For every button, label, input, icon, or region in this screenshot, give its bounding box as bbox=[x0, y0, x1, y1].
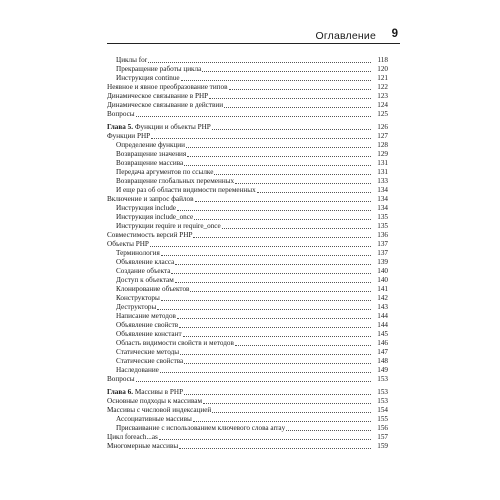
toc-entry-title bbox=[116, 321, 178, 330]
toc-entry-text: Статические методы bbox=[116, 348, 180, 356]
toc-page-number: 131 bbox=[377, 159, 388, 167]
toc-entry-text: Объявление класса bbox=[116, 258, 175, 266]
toc-entry-title bbox=[116, 285, 189, 294]
toc-page-number: 126 bbox=[377, 123, 388, 131]
toc-entry-title bbox=[116, 339, 234, 348]
toc-entry-text: Инструкция include bbox=[116, 204, 176, 212]
toc-entry-text: Конструкторы bbox=[116, 294, 160, 302]
toc-row bbox=[107, 186, 388, 195]
dot-leader bbox=[203, 403, 371, 404]
toc-entry-text: Объявление свойств bbox=[116, 321, 179, 329]
toc-page-number: 137 bbox=[377, 240, 388, 248]
toc-entry-text: Инструкции require и require_once bbox=[116, 222, 221, 230]
toc-page-number: 134 bbox=[377, 186, 388, 194]
toc-entry-title bbox=[107, 375, 135, 384]
toc-entry-title bbox=[116, 177, 234, 186]
toc-entry-title bbox=[116, 65, 201, 74]
section-title: Оглавление bbox=[315, 30, 376, 42]
toc-entry-text: Динамическое связывание в действии bbox=[107, 101, 224, 109]
toc-entry-title bbox=[107, 231, 192, 240]
toc-row bbox=[107, 415, 388, 424]
toc-row bbox=[107, 92, 388, 101]
toc-page-number: 159 bbox=[377, 442, 388, 450]
toc-row bbox=[107, 213, 388, 222]
toc-entry-text: Функции и объекты PHP bbox=[133, 123, 211, 131]
toc-entry-title bbox=[116, 186, 256, 195]
dot-leader bbox=[177, 318, 371, 319]
toc-row bbox=[107, 366, 388, 375]
running-head bbox=[0, 0, 500, 40]
toc-page-number: 127 bbox=[377, 132, 388, 140]
toc-row bbox=[107, 357, 388, 366]
toc-entry-title bbox=[116, 276, 174, 285]
dot-leader bbox=[171, 273, 371, 274]
toc-entry-title bbox=[107, 195, 194, 204]
toc-entry-text: Объявление констант bbox=[116, 330, 182, 338]
toc-row bbox=[107, 312, 388, 321]
toc-entry-text: Неявное и явное преобразование типов bbox=[107, 83, 228, 91]
toc-page-number: 148 bbox=[377, 357, 388, 365]
toc-entry-text: Динамическое связывание в PHP bbox=[107, 92, 209, 100]
toc-entry-title bbox=[107, 101, 223, 110]
toc-entry-title bbox=[116, 267, 170, 276]
toc-entry-title bbox=[116, 348, 179, 357]
toc-row bbox=[107, 442, 388, 451]
toc-entry-text: Циклы for bbox=[116, 56, 148, 64]
chapter-number: Глава 5. bbox=[107, 123, 134, 131]
toc-page-number: 140 bbox=[377, 276, 388, 284]
toc-page-number: 129 bbox=[377, 150, 388, 158]
toc-entry-title bbox=[116, 213, 193, 222]
toc-entry-text: Основные подходы к массивам bbox=[107, 397, 202, 405]
toc-row bbox=[107, 406, 388, 415]
toc-page-number: 121 bbox=[377, 74, 388, 82]
toc-page-number: 137 bbox=[377, 249, 388, 257]
dot-leader bbox=[229, 89, 371, 90]
dot-leader bbox=[286, 430, 371, 431]
toc-page-number: 122 bbox=[377, 83, 388, 91]
toc-row bbox=[107, 285, 388, 294]
toc-row bbox=[107, 433, 388, 442]
toc-entry-title bbox=[116, 303, 156, 312]
toc-entry-text: Создание объекта bbox=[116, 267, 171, 275]
toc-row bbox=[107, 249, 388, 258]
toc-entry-title bbox=[107, 92, 208, 101]
toc-page-number: 139 bbox=[377, 258, 388, 266]
toc-page-number: 133 bbox=[377, 177, 388, 185]
toc-entry-text: Написание методов bbox=[116, 312, 176, 320]
toc-entry-title bbox=[116, 330, 182, 339]
toc-row bbox=[107, 101, 388, 110]
dot-leader bbox=[193, 237, 371, 238]
dot-leader bbox=[150, 246, 371, 247]
dot-leader bbox=[177, 210, 371, 211]
toc-entry-text: Объекты PHP bbox=[107, 240, 149, 248]
toc-entry-text: Цикл foreach...as bbox=[107, 433, 158, 441]
toc-page-number: 144 bbox=[377, 312, 388, 320]
dot-leader bbox=[235, 345, 371, 346]
dot-leader bbox=[184, 394, 371, 395]
toc-entry-title bbox=[116, 366, 159, 375]
toc-row bbox=[107, 294, 388, 303]
toc-entry-text: Наследование bbox=[116, 366, 159, 374]
toc-row bbox=[107, 258, 388, 267]
dot-leader bbox=[187, 156, 371, 157]
toc-entry-title bbox=[116, 258, 174, 267]
dot-leader bbox=[186, 147, 371, 148]
toc-entry-title bbox=[107, 123, 211, 132]
toc-row bbox=[107, 348, 388, 357]
toc-page-number: 146 bbox=[377, 339, 388, 347]
toc-entry-text: Инструкция continue bbox=[116, 74, 180, 82]
toc-page-number: 157 bbox=[377, 433, 388, 441]
toc-entry-title bbox=[116, 159, 183, 168]
toc-row bbox=[107, 339, 388, 348]
toc-page-number: 153 bbox=[377, 397, 388, 405]
toc-page-number: 154 bbox=[377, 406, 388, 414]
toc-entry-text: Многомерные массивы bbox=[107, 442, 179, 450]
dot-leader bbox=[184, 165, 371, 166]
toc-entry-text: Доступ к объектам bbox=[116, 276, 174, 284]
toc-entry-text: Возвращение значения bbox=[116, 150, 187, 158]
dot-leader bbox=[181, 80, 371, 81]
dot-leader bbox=[179, 327, 371, 328]
dot-leader bbox=[235, 183, 371, 184]
toc-row bbox=[107, 231, 388, 240]
dot-leader bbox=[161, 255, 371, 256]
toc-row bbox=[107, 240, 388, 249]
toc-row bbox=[107, 222, 388, 231]
toc-entry-title bbox=[116, 415, 192, 424]
toc-page-number: 134 bbox=[377, 204, 388, 212]
toc-entry-text: Возвращение глобальных переменных bbox=[116, 177, 235, 185]
toc-entry-text: Вопросы bbox=[107, 110, 135, 118]
toc-entry-text: Массивы в PHP bbox=[133, 388, 184, 396]
toc-page-number: 144 bbox=[377, 321, 388, 329]
toc-entry-title bbox=[116, 141, 185, 150]
toc-row bbox=[107, 303, 388, 312]
dot-leader bbox=[175, 282, 371, 283]
toc-page-number: 143 bbox=[377, 303, 388, 311]
toc-row bbox=[107, 150, 388, 159]
toc-page-number: 142 bbox=[377, 294, 388, 302]
toc-row bbox=[107, 195, 388, 204]
toc-entry-text: Вопросы bbox=[107, 375, 135, 383]
toc-row bbox=[107, 141, 388, 150]
dot-leader bbox=[175, 264, 371, 265]
toc-entry-text: Совместимость версий PHP bbox=[107, 231, 193, 239]
toc-entry-text: Статические свойства bbox=[116, 357, 184, 365]
toc-page-number: 135 bbox=[377, 222, 388, 230]
toc-entry-title bbox=[107, 240, 149, 249]
toc-entry-text: Массивы с числовой индексацией bbox=[107, 406, 212, 414]
toc-entry-title bbox=[107, 388, 183, 397]
dot-leader bbox=[214, 174, 371, 175]
toc-page-number: 149 bbox=[377, 366, 388, 374]
toc-entry-title bbox=[116, 222, 221, 231]
toc-row bbox=[107, 276, 388, 285]
toc-entry-title bbox=[107, 406, 211, 415]
toc-page-number: 140 bbox=[377, 267, 388, 275]
toc-row bbox=[107, 321, 388, 330]
toc-entry-title bbox=[107, 397, 202, 406]
dot-leader bbox=[180, 354, 371, 355]
dot-leader bbox=[184, 363, 371, 364]
dot-leader bbox=[157, 309, 371, 310]
toc-row bbox=[107, 177, 388, 186]
table-of-contents bbox=[107, 56, 388, 451]
dot-leader bbox=[193, 421, 371, 422]
dot-leader bbox=[195, 201, 371, 202]
toc-entry-text: Клонирование объектов bbox=[116, 285, 190, 293]
toc-page-number: 141 bbox=[377, 285, 388, 293]
toc-entry-title bbox=[116, 249, 160, 258]
toc-row bbox=[107, 204, 388, 213]
toc-page-number: 123 bbox=[377, 92, 388, 100]
toc-row bbox=[107, 397, 388, 406]
toc-page-number: 135 bbox=[377, 213, 388, 221]
toc-page-number: 134 bbox=[377, 195, 388, 203]
toc-page-number: 120 bbox=[377, 65, 388, 73]
toc-entry-text: Присваивание с использованием ключевого слова array bbox=[116, 424, 286, 432]
toc-entry-text: Ассоциативные массивы bbox=[116, 415, 192, 423]
toc-row bbox=[107, 330, 388, 339]
toc-entry-text: Передача аргументов по ссылке bbox=[116, 168, 214, 176]
dot-leader bbox=[212, 412, 371, 413]
toc-entry-title bbox=[116, 357, 183, 366]
dot-leader bbox=[159, 439, 371, 440]
toc-entry-title bbox=[107, 83, 228, 92]
dot-leader bbox=[212, 129, 371, 130]
dot-leader bbox=[136, 116, 371, 117]
toc-page-number: 128 bbox=[377, 141, 388, 149]
toc-page-number: 145 bbox=[377, 330, 388, 338]
toc-entry-text: Терминология bbox=[116, 249, 160, 257]
dot-leader bbox=[183, 336, 371, 337]
toc-chapter-row bbox=[107, 123, 388, 132]
dot-leader bbox=[190, 291, 371, 292]
toc-row bbox=[107, 168, 388, 177]
dot-leader bbox=[151, 138, 371, 139]
toc-row bbox=[107, 424, 388, 433]
chapter-number: Глава 6. bbox=[107, 388, 134, 396]
dot-leader bbox=[194, 219, 371, 220]
toc-entry-title bbox=[116, 150, 186, 159]
toc-entry-text: Инструкция include_once bbox=[116, 213, 194, 221]
dot-leader bbox=[179, 448, 371, 449]
toc-row bbox=[107, 267, 388, 276]
dot-leader bbox=[209, 98, 371, 99]
toc-page-number: 124 bbox=[377, 101, 388, 109]
toc-entry-title bbox=[116, 204, 176, 213]
toc-entry-text: Деструкторы bbox=[116, 303, 157, 311]
dot-leader bbox=[161, 300, 371, 301]
toc-entry-title bbox=[116, 424, 285, 433]
toc-page-number: 131 bbox=[377, 168, 388, 176]
toc-entry-title bbox=[107, 442, 178, 451]
toc-page-number: 125 bbox=[377, 110, 388, 118]
toc-page-number: 153 bbox=[377, 375, 388, 383]
toc-entry-title bbox=[116, 294, 160, 303]
toc-chapter-row bbox=[107, 388, 388, 397]
dot-leader bbox=[148, 62, 371, 63]
toc-entry-text: Включение и запрос файлов bbox=[107, 195, 194, 203]
dot-leader bbox=[136, 381, 371, 382]
toc-row bbox=[107, 74, 388, 83]
dot-leader bbox=[202, 71, 371, 72]
toc-entry-title bbox=[116, 312, 176, 321]
toc-entry-title bbox=[116, 168, 213, 177]
toc-row bbox=[107, 65, 388, 74]
dot-leader bbox=[222, 228, 371, 229]
header-rule bbox=[107, 43, 400, 44]
dot-leader bbox=[160, 372, 371, 373]
toc-entry-title bbox=[116, 56, 147, 65]
toc-entry-title bbox=[107, 132, 150, 141]
toc-row bbox=[107, 56, 388, 65]
toc-entry-text: И еще раз об области видимости переменных bbox=[116, 186, 256, 194]
toc-page-number: 136 bbox=[377, 231, 388, 239]
toc-entry-text: Функции PHP bbox=[107, 132, 151, 140]
toc-page-number: 147 bbox=[377, 348, 388, 356]
toc-row bbox=[107, 110, 388, 119]
toc-page-number: 118 bbox=[377, 56, 388, 64]
toc-row bbox=[107, 159, 388, 168]
toc-page-number: 155 bbox=[377, 415, 388, 423]
dot-leader bbox=[224, 107, 371, 108]
toc-entry-title bbox=[116, 74, 180, 83]
toc-entry-title bbox=[107, 433, 158, 442]
toc-row bbox=[107, 375, 388, 384]
dot-leader bbox=[257, 192, 371, 193]
toc-entry-text: Прекращение работы цикла bbox=[116, 65, 202, 73]
toc-row bbox=[107, 83, 388, 92]
toc-page-number: 156 bbox=[377, 424, 388, 432]
toc-entry-text: Определение функции bbox=[116, 141, 185, 149]
toc-entry-text: Область видимости свойств и методов bbox=[116, 339, 234, 347]
page-number: 9 bbox=[391, 28, 398, 40]
toc-entry-title bbox=[107, 110, 135, 119]
toc-page-number: 153 bbox=[377, 388, 388, 396]
toc-row bbox=[107, 132, 388, 141]
toc-entry-text: Возвращение массива bbox=[116, 159, 184, 167]
